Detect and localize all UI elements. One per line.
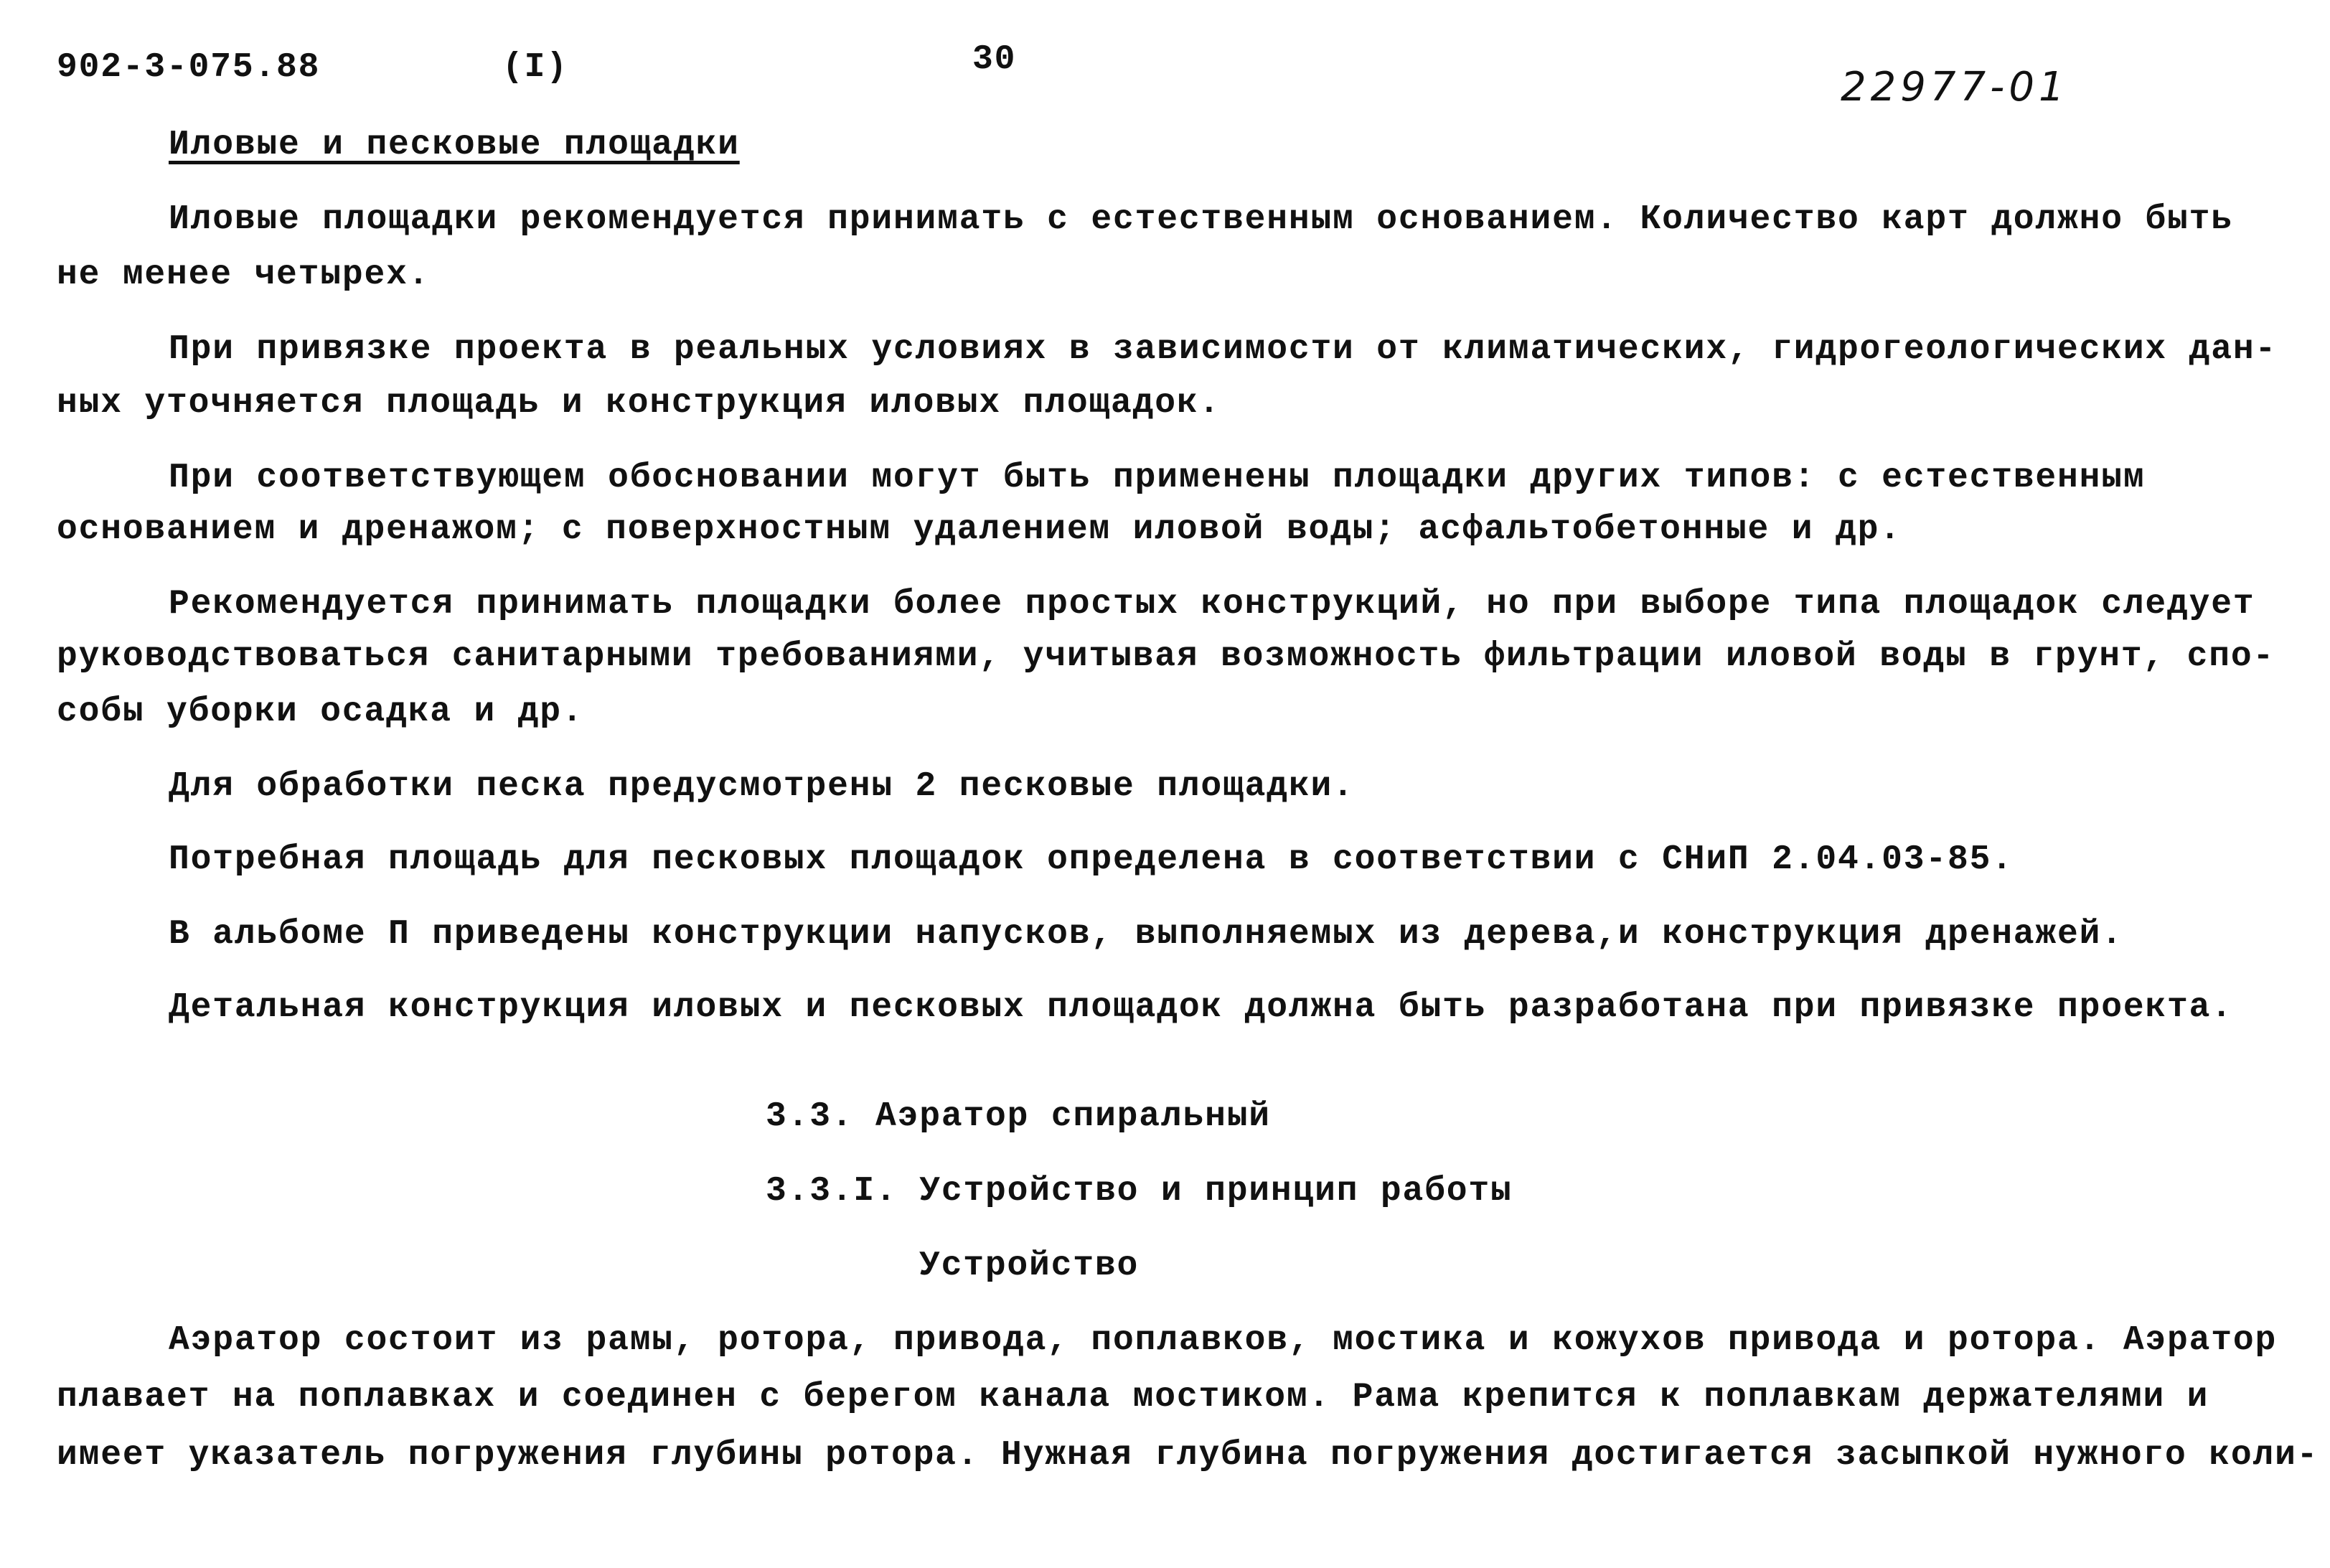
subsection-heading: 3.3.I. Устройство и принцип работы — [766, 1172, 1513, 1211]
paragraph-line: При соответствующем обосновании могут быть применены площадки других типов: с естественным — [169, 459, 2146, 497]
paragraph-line: Рекомендуется принимать площадки более простых конструкций, но при выборе типа площадок следует — [169, 585, 2255, 624]
paragraph-line: Детальная конструкция иловых и песковых площадок должна быть разработана при привязке проекта. — [169, 988, 2233, 1027]
paragraph-line: В альбоме П приведены конструкции напусков, выполняемых из дерева,и конструкция дренажей. — [169, 915, 2123, 954]
paragraph-line: собы уборки осадка и др. — [57, 693, 584, 731]
paragraph-line: ных уточняется площадь и конструкция иловых площадок. — [57, 384, 1221, 423]
paragraph-line: имеет указатель погружения глубины ротора. Нужная глубина погружения достигается засыпкой нужного коли- — [57, 1436, 2319, 1475]
paragraph-line: Иловые площадки рекомендуется принимать с естественным основанием. Количество карт должно быть — [169, 200, 2233, 239]
section-heading: 3.3. Аэратор спиральный — [766, 1097, 1271, 1136]
paragraph-line: руководствоваться санитарными требованиями, учитывая возможность фильтрации иловой воды в грунт, спо- — [57, 637, 2275, 676]
paragraph-line: основанием и дренажом; с поверхностным удалением иловой воды; асфальтобетонные и др. — [57, 510, 1902, 549]
paragraph-line: Аэратор состоит из рамы, ротора, привода, поплавков, мостика и кожухов привода и ротора. Аэратор — [169, 1321, 2278, 1360]
paragraph-line: При привязке проекта в реальных условиях в зависимости от климатических, гидрогеологических дан- — [169, 330, 2278, 369]
section-title: Иловые и песковые площадки — [169, 126, 740, 164]
paragraph-line: плавает на поплавках и соединен с берегом канала мостиком. Рама крепится к поплавкам держателями и — [57, 1378, 2209, 1417]
handwritten-inventory-number: 22977-01 — [1841, 64, 2069, 111]
page-number: 30 — [972, 40, 1017, 79]
subsubsection-heading: Устройство — [919, 1247, 1140, 1285]
volume-number: (I) — [502, 48, 568, 87]
paragraph-line: не менее четырех. — [57, 255, 431, 294]
paragraph-line: Потребная площадь для песковых площадок определена в соответствии с СНиП 2.04.03-85. — [169, 840, 2014, 879]
paragraph-line: Для обработки песка предусмотрены 2 песковые площадки. — [169, 767, 1355, 806]
document-code: 902-3-075.88 — [57, 48, 321, 87]
